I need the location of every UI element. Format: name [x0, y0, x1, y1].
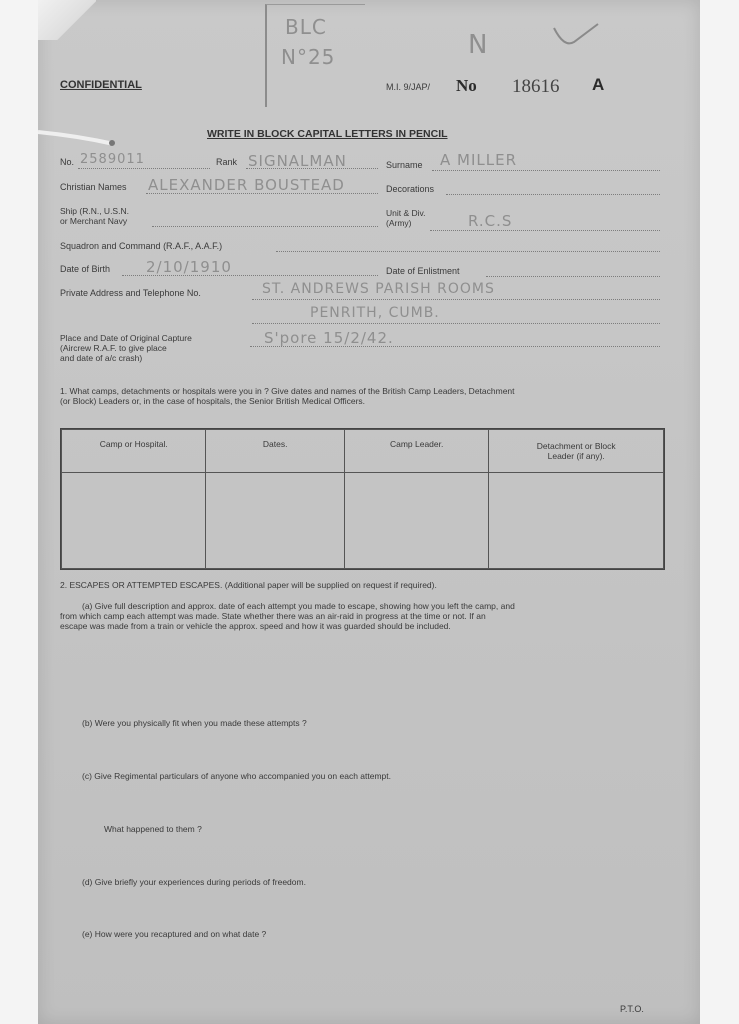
form-number: 18616 [512, 76, 560, 97]
stamp-line-2: N°25 [281, 45, 336, 69]
unit-label-line-1: Unit & Div. [386, 208, 426, 218]
surname-label: Surname [386, 160, 423, 170]
question-2a-line-1: (a) Give full description and approx. date of each attempt you made to escape, showing how you left the camp, and [82, 601, 515, 611]
decorations-label: Decorations [386, 184, 435, 194]
dob-label: Date of Birth [60, 264, 111, 274]
cell-dates[interactable] [206, 473, 344, 569]
capture-label-line-3: and date of a/c crash) [60, 353, 143, 363]
address-label: Private Address and Telephone No. [60, 288, 201, 298]
enlistment-label: Date of Enlistment [386, 266, 460, 276]
page-curl [38, 0, 96, 40]
ship-label [60, 206, 129, 226]
capture-label-line-2: (Aircrew R.A.F. to give place [60, 343, 167, 353]
question-2c: (c) Give Regimental particulars of anyone who accompanied you on each attempt. [82, 771, 391, 781]
col-camp-leader: Camp Leader. [344, 430, 488, 473]
unit-label [386, 208, 426, 228]
col-camp-or-hospital: Camp or Hospital. [62, 430, 206, 473]
check-mark-icon [552, 20, 602, 50]
address-value-1: ST. ANDREWS PARISH ROOMS [262, 281, 495, 297]
question-2a [60, 601, 670, 631]
number-label: No [456, 76, 477, 95]
form-reference: M.I. 9/JAP/ [386, 82, 431, 92]
col-detachment-leader: Detachment or Block Leader (if any). [489, 430, 664, 473]
ship-label-line-2: or Merchant Navy [60, 216, 128, 226]
squadron-label: Squadron and Command (R.A.F., A.A.F.) [60, 241, 223, 251]
service-no-label: No. [60, 157, 75, 167]
address-value-2: PENRITH, CUMB. [310, 305, 440, 321]
rank-value: SIGNALMAN [248, 152, 347, 170]
question-2-heading: 2. ESCAPES OR ATTEMPTED ESCAPES. (Additional paper will be supplied on request if required). [60, 580, 437, 590]
pto-label: P.T.O. [620, 1004, 644, 1014]
camps-table [60, 428, 665, 570]
christian-names-value: ALEXANDER BOUSTEAD [148, 176, 345, 194]
question-1-line-1: 1. What camps, detachments or hospitals were you in ? Give dates and names of the British Camp Leaders, Detachment [60, 386, 515, 396]
cell-detachment-leader[interactable] [489, 473, 664, 569]
instruction-heading: WRITE IN BLOCK CAPITAL LETTERS IN PENCIL [207, 128, 448, 140]
unit-value: R.C.S [468, 212, 513, 230]
question-2a-line-2: from which camp each attempt was made. State whether there was an air-raid in progress at the time or not. If an [60, 611, 486, 621]
question-2b: (b) Were you physically fit when you made these attempts ? [82, 718, 307, 728]
question-2c-sub: What happened to them ? [104, 824, 202, 834]
form-suffix: A [592, 75, 605, 94]
stamp-line-1: BLC [285, 15, 327, 39]
col-dates: Dates. [206, 430, 344, 473]
question-1 [60, 386, 670, 406]
cell-camp[interactable] [62, 473, 206, 569]
table-row [62, 473, 664, 569]
question-2d: (d) Give briefly your experiences during periods of freedom. [82, 877, 306, 887]
cell-camp-leader[interactable] [344, 473, 488, 569]
unit-label-line-2: (Army) [386, 218, 412, 228]
question-2e: (e) How were you recaptured and on what date ? [82, 929, 267, 939]
christian-names-label: Christian Names [60, 182, 127, 192]
camps-table-header-row [62, 430, 664, 473]
surname-value: A MILLER [440, 151, 518, 169]
confidential-label: CONFIDENTIAL [60, 79, 142, 91]
question-2a-line-3: escape was made from a train or vehicle the approx. speed and how it was guarded should be included. [60, 621, 451, 631]
service-no-value: 2589011 [80, 152, 145, 167]
question-1-line-2: (or Block) Leaders or, in the case of hospitals, the Senior British Medical Officers. [60, 396, 366, 406]
rank-label: Rank [216, 157, 238, 167]
top-pencil-mark: N [468, 30, 489, 60]
capture-value: S'pore 15/2/42. [264, 329, 394, 347]
ship-label-line-1: Ship (R.N., U.S.N. [60, 206, 129, 216]
capture-label [60, 333, 192, 363]
file-stamp [265, 4, 365, 107]
capture-label-line-1: Place and Date of Original Capture [60, 333, 192, 343]
treasury-tag-icon [38, 126, 118, 150]
dob-value: 2/10/1910 [146, 258, 232, 276]
